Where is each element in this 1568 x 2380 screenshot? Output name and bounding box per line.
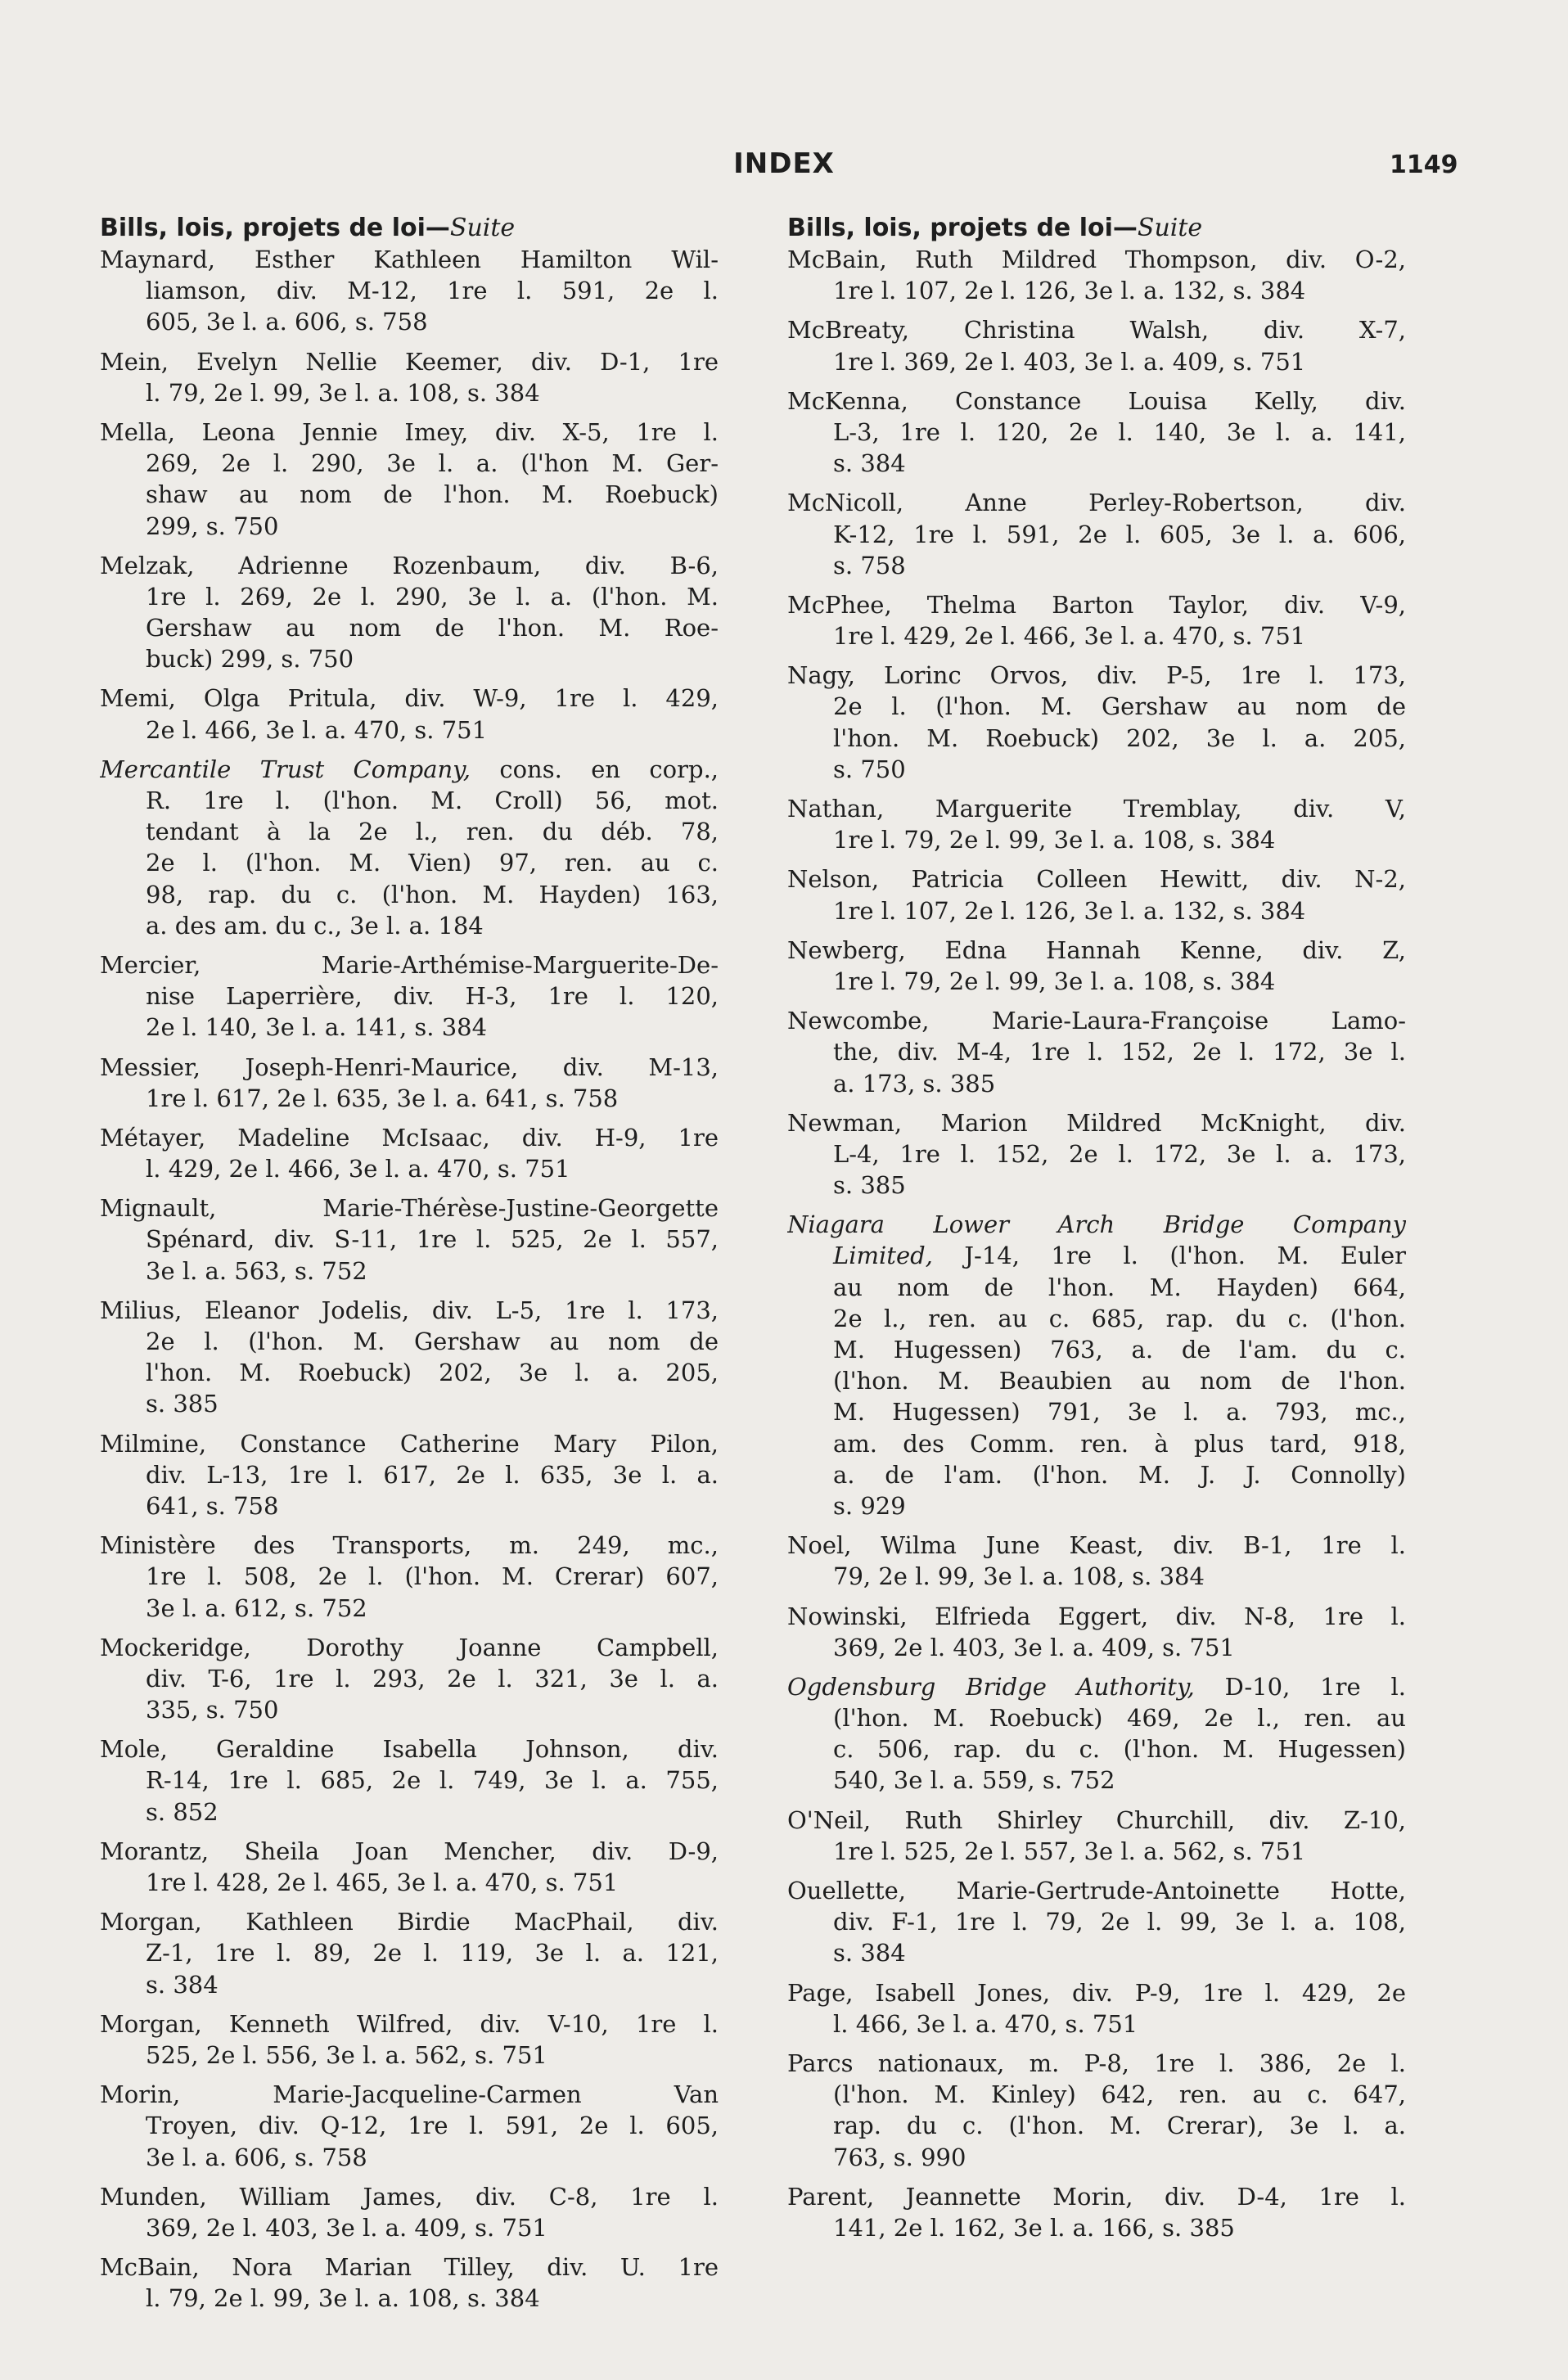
entry-line: the, div. M-4, 1re l. 152, 2e l. 172, 3e l. <box>833 1038 1406 1066</box>
entry-line: a. 173, s. 385 <box>833 1069 996 1098</box>
entry-line: l. 79, 2e l. 99, 3e l. a. 108, s. 384 <box>146 2284 540 2313</box>
entry-line: 1re l. 269, 2e l. 290, 3e l. a. (l'hon. M. <box>146 582 719 611</box>
index-entry <box>100 1295 719 1420</box>
entry-line: s. 852 <box>146 1797 219 1826</box>
page-number: 1149 <box>1390 151 1458 179</box>
index-entry <box>787 1875 1406 1969</box>
entry-heading: Morantz, Sheila Joan Mencher, div. D-9, <box>100 1837 719 1865</box>
section-heading-label: Bills, lois, projets de loi— <box>787 214 1138 242</box>
entry-line: tendant à la 2e l., ren. du déb. 78, <box>146 818 719 846</box>
entry-heading: Maynard, Esther Kathleen Hamilton Wil- <box>100 246 719 273</box>
entry-line: 1re l. 79, 2e l. 99, 3e l. a. 108, s. 384 <box>833 826 1276 854</box>
entry-line: 369, 2e l. 403, 3e l. a. 409, s. 751 <box>833 1633 1235 1661</box>
entry-title-rest: cons. en corp., <box>470 755 719 783</box>
entry-heading: Nathan, Marguerite Tremblay, div. V, <box>787 795 1406 823</box>
entry-line: 98, rap. du c. (l'hon. M. Hayden) 163, <box>146 880 719 908</box>
entry-line: L-3, 1re l. 120, 2e l. 140, 3e l. a. 141, <box>833 417 1406 446</box>
entry-line: 2e l. (l'hon. M. Gershaw au nom de <box>146 1327 719 1355</box>
entry-line: rap. du c. (l'hon. M. Crerar), 3e l. a. <box>833 2112 1406 2140</box>
page-title: INDEX <box>733 147 835 180</box>
entry-line: div. T-6, 1re l. 293, 2e l. 321, 3e l. a. <box>146 1664 719 1693</box>
entry-line: 3e l. a. 606, s. 758 <box>146 2143 367 2171</box>
entry-line: l. 79, 2e l. 99, 3e l. a. 108, s. 384 <box>146 378 540 407</box>
entry-heading: Parent, Jeannette Morin, div. D-4, 1re l. <box>787 2182 1406 2211</box>
entry-heading: O'Neil, Ruth Shirley Churchill, div. Z-10, <box>787 1805 1406 1834</box>
index-entry <box>100 754 719 941</box>
left-column <box>100 213 719 2322</box>
entry-heading: Mignault, Marie-Thérèse-Justine-Georgette <box>100 1194 719 1223</box>
entry-line: 79, 2e l. 99, 3e l. a. 108, s. 384 <box>833 1562 1205 1591</box>
entry-heading: McPhee, Thelma Barton Taylor, div. V-9, <box>787 590 1406 619</box>
entry-line: Spénard, div. S-11, 1re l. 525, 2e l. 557, <box>146 1225 719 1254</box>
entry-line: au nom de l'hon. M. Hayden) 664, <box>833 1273 1406 1301</box>
entry-heading: Mole, Geraldine Isabella Johnson, div. <box>100 1735 719 1764</box>
index-entry <box>787 1805 1406 1867</box>
index-entry <box>100 2252 719 2314</box>
entry-heading: Melzak, Adrienne Rozenbaum, div. B-6, <box>100 551 719 579</box>
entry-line: 1re l. 508, 2e l. (l'hon. M. Crerar) 607, <box>146 1562 719 1591</box>
entry-line: 1re l. 107, 2e l. 126, 3e l. a. 132, s. 384 <box>833 896 1306 925</box>
index-entry <box>100 1733 719 1828</box>
entry-line: (l'hon. M. Beaubien au nom de l'hon. <box>833 1367 1406 1395</box>
entry-title-italic: Limited, <box>833 1242 933 1270</box>
index-entry <box>100 2181 719 2243</box>
entry-line: s. 750 <box>833 755 906 783</box>
index-entry <box>100 1632 719 1726</box>
index-entry <box>787 1209 1406 1521</box>
index-entry <box>100 1122 719 1184</box>
entry-heading: McBreaty, Christina Walsh, div. X-7, <box>787 316 1406 345</box>
entry-heading: Mercier, Marie-Arthémise-Marguerite-De- <box>100 950 719 979</box>
entry-line: s. 385 <box>146 1390 219 1418</box>
entry-line: a. de l'am. (l'hon. M. J. J. Connolly) <box>833 1460 1406 1489</box>
entry-line: l. 429, 2e l. 466, 3e l. a. 470, s. 751 <box>146 1155 570 1183</box>
index-entry <box>787 1671 1406 1796</box>
entry-heading: Newberg, Edna Hannah Kenne, div. Z, <box>787 935 1406 964</box>
entry-heading: Milius, Eleanor Jodelis, div. L-5, 1re l. 173, <box>100 1296 719 1324</box>
entry-line: nise Laperrière, div. H-3, 1re l. 120, <box>146 982 719 1011</box>
index-entry <box>100 1530 719 1624</box>
entry-heading: Morin, Marie-Jacqueline-Carmen Van <box>100 2080 719 2109</box>
entry-line: s. 384 <box>146 1970 219 1999</box>
section-heading-suite: Suite <box>1137 214 1203 242</box>
entry-heading: Newman, Marion Mildred McKnight, div. <box>787 1108 1406 1137</box>
entry-line: shaw au nom de l'hon. M. Roebuck) <box>146 480 719 509</box>
entry-line: 1re l. 79, 2e l. 99, 3e l. a. 108, s. 384 <box>833 967 1276 995</box>
entry-heading: McBain, Ruth Mildred Thompson, div. O-2, <box>787 246 1406 273</box>
entry-line: 141, 2e l. 162, 3e l. a. 166, s. 385 <box>833 2213 1235 2242</box>
entry-line: l'hon. M. Roebuck) 202, 3e l. a. 205, <box>833 723 1406 752</box>
section-heading-suite: Suite <box>449 214 516 242</box>
entry-heading: Métayer, Madeline McIsaac, div. H-9, 1re <box>100 1123 719 1152</box>
entry-line: 369, 2e l. 403, 3e l. a. 409, s. 751 <box>146 2213 547 2242</box>
entry-heading: Nelson, Patricia Colleen Hewitt, div. N-2, <box>787 865 1406 894</box>
section-heading-label: Bills, lois, projets de loi— <box>100 214 450 242</box>
entry-heading <box>100 754 719 785</box>
entry-heading: Niagara Lower Arch Bridge Company <box>787 1210 1406 1239</box>
entry-line: 3e l. a. 563, s. 752 <box>146 1256 367 1285</box>
entry-line: liamson, div. M-12, 1re l. 591, 2e l. <box>146 277 719 305</box>
entry-line: c. 506, rap. du c. (l'hon. M. Hugessen) <box>833 1735 1406 1764</box>
entry-line: 299, s. 750 <box>146 512 279 540</box>
entry-line: l. 466, 3e l. a. 470, s. 751 <box>833 2009 1138 2038</box>
entry-heading: Mockeridge, Dorothy Joanne Campbell, <box>100 1633 719 1661</box>
entry-line: 1re l. 525, 2e l. 557, 3e l. a. 562, s. 751 <box>833 1837 1306 1865</box>
entry-line: Gershaw au nom de l'hon. M. Roe- <box>146 614 719 642</box>
entry-line: 525, 2e l. 556, 3e l. a. 562, s. 751 <box>146 2040 547 2069</box>
entry-line: 1re l. 107, 2e l. 126, 3e l. a. 132, s. 384 <box>833 277 1306 305</box>
index-entry <box>787 1530 1406 1592</box>
index-entry <box>787 1977 1406 2040</box>
index-entry <box>100 683 719 745</box>
entry-heading: Nowinski, Elfrieda Eggert, div. N-8, 1re l. <box>787 1602 1406 1630</box>
index-entry <box>100 550 719 675</box>
entry-line: 763, s. 990 <box>833 2143 966 2171</box>
index-entry <box>787 2048 1406 2173</box>
entry-line: L-4, 1re l. 152, 2e l. 172, 3e l. a. 173, <box>833 1139 1406 1168</box>
index-entry <box>787 385 1406 480</box>
entry-line: 2e l. (l'hon. M. Vien) 97, ren. au c. <box>146 849 719 877</box>
entry-line: 605, 3e l. a. 606, s. 758 <box>146 308 428 336</box>
index-entry <box>100 2079 719 2173</box>
index-entry <box>787 793 1406 855</box>
entry-line: Troyen, div. Q-12, 1re l. 591, 2e l. 605, <box>146 2112 719 2140</box>
entry-line: 3e l. a. 612, s. 752 <box>146 1593 367 1622</box>
entry-line: 2e l. 466, 3e l. a. 470, s. 751 <box>146 715 488 744</box>
entry-line: 1re l. 617, 2e l. 635, 3e l. a. 641, s. 758 <box>146 1084 619 1112</box>
entry-heading: Munden, William James, div. C-8, 1re l. <box>100 2182 719 2211</box>
entry-line: 1re l. 428, 2e l. 465, 3e l. a. 470, s. 751 <box>146 1868 619 1896</box>
entry-heading: Ministère des Transports, m. 249, mc., <box>100 1531 719 1560</box>
index-entry <box>787 863 1406 926</box>
section-heading <box>787 213 1406 244</box>
index-entry <box>100 244 719 338</box>
entry-heading: Page, Isabell Jones, div. P-9, 1re l. 429, 2e <box>787 1978 1406 2007</box>
entry-line: 1re l. 369, 2e l. 403, 3e l. a. 409, s. 751 <box>833 347 1306 376</box>
entry-line: a. des am. du c., 3e l. a. 184 <box>146 911 484 940</box>
index-entry <box>100 1052 719 1114</box>
index-entry <box>100 417 719 542</box>
index-entry <box>787 589 1406 651</box>
entry-heading: Milmine, Constance Catherine Mary Pilon, <box>100 1429 719 1458</box>
entry-line: 335, s. 750 <box>146 1696 279 1724</box>
index-entry <box>787 1601 1406 1663</box>
entry-heading: Memi, Olga Pritula, div. W-9, 1re l. 429, <box>100 684 719 713</box>
entry-heading: Ouellette, Marie-Gertrude-Antoinette Hotte, <box>787 1877 1406 1904</box>
index-entry <box>787 1005 1406 1099</box>
index-entry <box>787 1107 1406 1201</box>
entry-line: 540, 3e l. a. 559, s. 752 <box>833 1766 1115 1795</box>
entry-line: l'hon. M. Roebuck) 202, 3e l. a. 205, <box>146 1359 719 1387</box>
entry-line: am. des Comm. ren. à plus tard, 918, <box>833 1429 1406 1458</box>
entry-line: (l'hon. M. Kinley) 642, ren. au c. 647, <box>833 2080 1406 2109</box>
index-entry <box>787 660 1406 785</box>
right-column <box>787 213 1406 2252</box>
index-entry <box>100 1906 719 2000</box>
entry-title-rest: D-10, 1re l. <box>1194 1672 1406 1701</box>
index-entry <box>100 949 719 1044</box>
entry-line: s. 384 <box>833 1939 906 1968</box>
entry-line-rest: J-14, 1re l. (l'hon. M. Euler <box>932 1242 1406 1270</box>
entry-heading: Mella, Leona Jennie Imey, div. X-5, 1re l. <box>100 417 719 446</box>
entry-line: 1re l. 429, 2e l. 466, 3e l. a. 470, s. 751 <box>833 622 1306 651</box>
entry-line: s. 758 <box>833 551 906 579</box>
index-entry <box>100 1428 719 1522</box>
entry-line: 2e l., ren. au c. 685, rap. du c. (l'hon. <box>833 1304 1406 1332</box>
entry-line: M. Hugessen) 763, a. de l'am. du c. <box>833 1336 1406 1364</box>
entry-heading: McNicoll, Anne Perley-Robertson, div. <box>787 489 1406 517</box>
entry-heading: Messier, Joseph-Henri-Maurice, div. M-13, <box>100 1053 719 1081</box>
entry-line: div. L-13, 1re l. 617, 2e l. 635, 3e l. a. <box>146 1460 719 1489</box>
entry-heading: Newcombe, Marie-Laura-Françoise Lamo- <box>787 1007 1406 1035</box>
entry-line: s. 929 <box>833 1491 906 1520</box>
entry-heading: Morgan, Kenneth Wilfred, div. V-10, 1re l. <box>100 2009 719 2038</box>
entry-title-italic: Ogdensburg Bridge Authority, <box>787 1672 1195 1701</box>
entry-heading <box>787 1671 1406 1702</box>
index-entry <box>787 935 1406 997</box>
entry-line: 269, 2e l. 290, 3e l. a. (l'hon M. Ger- <box>146 449 719 478</box>
entry-line: K-12, 1re l. 591, 2e l. 605, 3e l. a. 606, <box>833 520 1406 548</box>
section-heading <box>100 213 719 244</box>
index-entry <box>787 487 1406 581</box>
entry-line: s. 385 <box>833 1171 906 1200</box>
entry-line: div. F-1, 1re l. 79, 2e l. 99, 3e l. a. 108, <box>833 1908 1406 1936</box>
entry-heading: Mein, Evelyn Nellie Keemer, div. D-1, 1re <box>100 347 719 376</box>
entry-line <box>787 1240 1406 1271</box>
entry-heading: Parcs nationaux, m. P-8, 1re l. 386, 2e l. <box>787 2049 1406 2077</box>
entry-line: R-14, 1re l. 685, 2e l. 749, 3e l. a. 755, <box>146 1766 719 1795</box>
index-entry <box>100 346 719 408</box>
index-entry <box>100 1836 719 1898</box>
entry-line: s. 384 <box>833 449 906 478</box>
index-entry <box>787 244 1406 306</box>
entry-heading: Nagy, Lorinc Orvos, div. P-5, 1re l. 173, <box>787 661 1406 690</box>
entry-line: 641, s. 758 <box>146 1491 279 1520</box>
index-entry <box>787 2181 1406 2243</box>
index-entry <box>100 1192 719 1287</box>
entry-line: (l'hon. M. Roebuck) 469, 2e l., ren. au <box>833 1704 1406 1733</box>
entry-heading: McBain, Nora Marian Tilley, div. U. 1re <box>100 2253 719 2282</box>
index-entry <box>100 2008 719 2071</box>
entry-line: M. Hugessen) 791, 3e l. a. 793, mc., <box>833 1398 1406 1427</box>
entry-line: Z-1, 1re l. 89, 2e l. 119, 3e l. a. 121, <box>146 1939 719 1968</box>
entry-line: buck) 299, s. 750 <box>146 645 354 674</box>
index-entry <box>787 314 1406 376</box>
entry-line: R. 1re l. (l'hon. M. Croll) 56, mot. <box>146 787 719 814</box>
entry-heading: McKenna, Constance Louisa Kelly, div. <box>787 386 1406 415</box>
entry-line: 2e l. (l'hon. M. Gershaw au nom de <box>833 692 1406 721</box>
entry-line: 2e l. 140, 3e l. a. 141, s. 384 <box>146 1013 488 1042</box>
entry-title-italic: Mercantile Trust Company, <box>100 755 471 783</box>
entry-heading: Noel, Wilma June Keast, div. B-1, 1re l. <box>787 1531 1406 1560</box>
entry-heading: Morgan, Kathleen Birdie MacPhail, div. <box>100 1908 719 1936</box>
